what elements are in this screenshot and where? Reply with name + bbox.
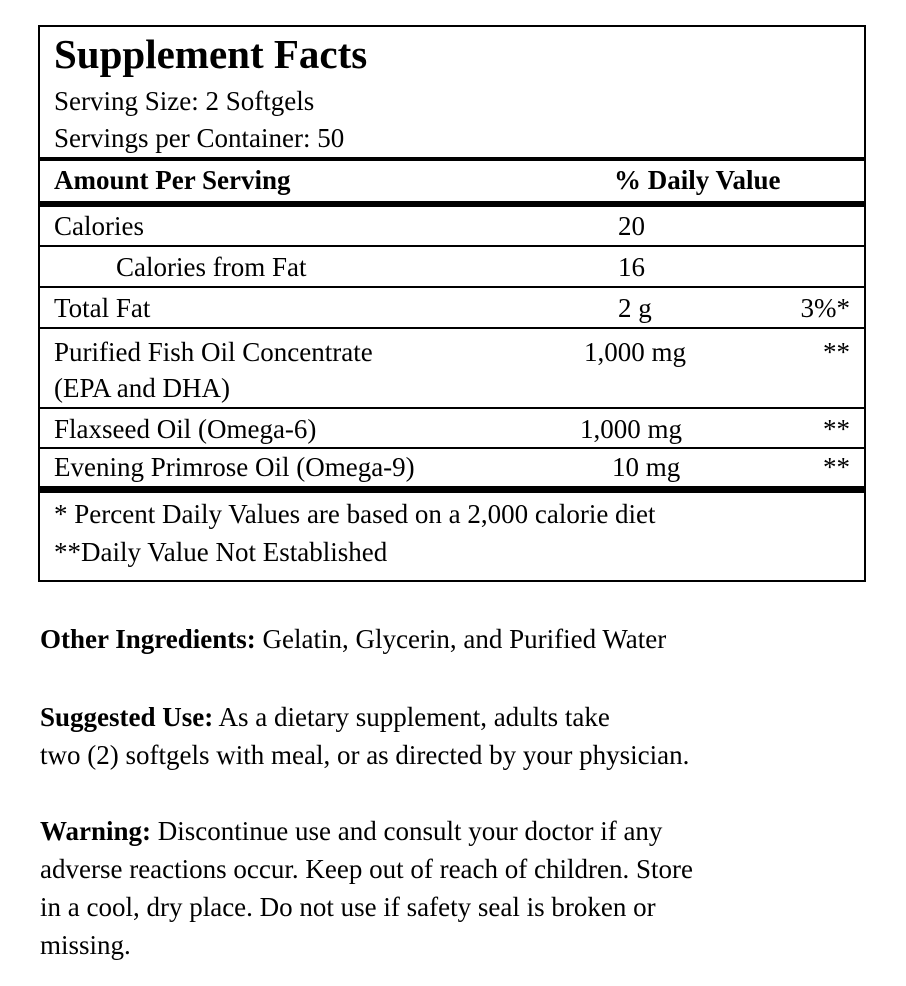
supplement-facts-panel (38, 25, 866, 582)
servings-per-container: Servings per Container: 50 (54, 123, 345, 153)
other-ingredients (40, 620, 870, 658)
row-calories-name: Calories (54, 211, 144, 241)
row-divider (40, 245, 864, 247)
row-fish-oil-name: Purified Fish Oil Concentrate (54, 337, 373, 367)
row-divider (40, 286, 864, 288)
row-evening-primrose-oil-amount: 10 mg (612, 452, 681, 482)
row-flaxseed-oil-amount: 1,000 mg (580, 414, 683, 444)
row-divider (40, 407, 864, 409)
serving-size: Serving Size: 2 Softgels (54, 86, 315, 116)
row-divider (40, 447, 864, 449)
suggested-use-label: Suggested Use: (40, 702, 214, 732)
row-divider (40, 327, 864, 329)
row-total-fat-dv: 3%* (800, 293, 850, 323)
row-flaxseed-oil-name: Flaxseed Oil (Omega-6) (54, 414, 317, 444)
row-fish-oil-dv: ** (823, 337, 850, 367)
header-amount-per-serving: Amount Per Serving (54, 165, 291, 195)
row-evening-primrose-oil-dv: ** (823, 452, 850, 482)
footnote-not-established: **Daily Value Not Established (54, 537, 388, 567)
row-fish-oil-amount: 1,000 mg (584, 337, 687, 367)
warning (40, 812, 870, 964)
warning-label: Warning: (40, 816, 152, 846)
row-calories-amount: 20 (618, 211, 645, 241)
row-fish-oil-name-line2: (EPA and DHA) (54, 373, 231, 403)
suggested-use (40, 698, 870, 774)
row-calories-from-fat-name: Calories from Fat (116, 252, 307, 282)
warning-line1: Discontinue use and consult your doctor if any (151, 816, 663, 846)
warning-line2: adverse reactions occur. Keep out of reach of children. Store (40, 854, 693, 884)
other-ingredients-label: Other Ingredients: (40, 624, 256, 654)
thick-divider (40, 486, 864, 493)
thick-divider (40, 201, 864, 207)
suggested-use-line2: two (2) softgels with meal, or as directed by your physician. (40, 740, 690, 770)
row-flaxseed-oil-dv: ** (823, 414, 850, 444)
header-daily-value: % Daily Value (614, 165, 781, 195)
row-total-fat-name: Total Fat (54, 293, 151, 323)
thick-divider (40, 157, 864, 161)
row-total-fat-amount: 2 g (618, 293, 652, 323)
row-calories-from-fat-amount: 16 (618, 252, 645, 282)
warning-line3: in a cool, dry place. Do not use if safety seal is broken or (40, 892, 656, 922)
warning-line4: missing. (40, 930, 131, 960)
row-evening-primrose-oil-name: Evening Primrose Oil (Omega-9) (54, 452, 415, 482)
panel-title: Supplement Facts (54, 31, 368, 77)
suggested-use-line1: As a dietary supplement, adults take (213, 702, 610, 732)
footnote-daily-values: * Percent Daily Values are based on a 2,000 calorie diet (54, 499, 656, 529)
other-ingredients-text: Gelatin, Glycerin, and Purified Water (255, 624, 667, 654)
